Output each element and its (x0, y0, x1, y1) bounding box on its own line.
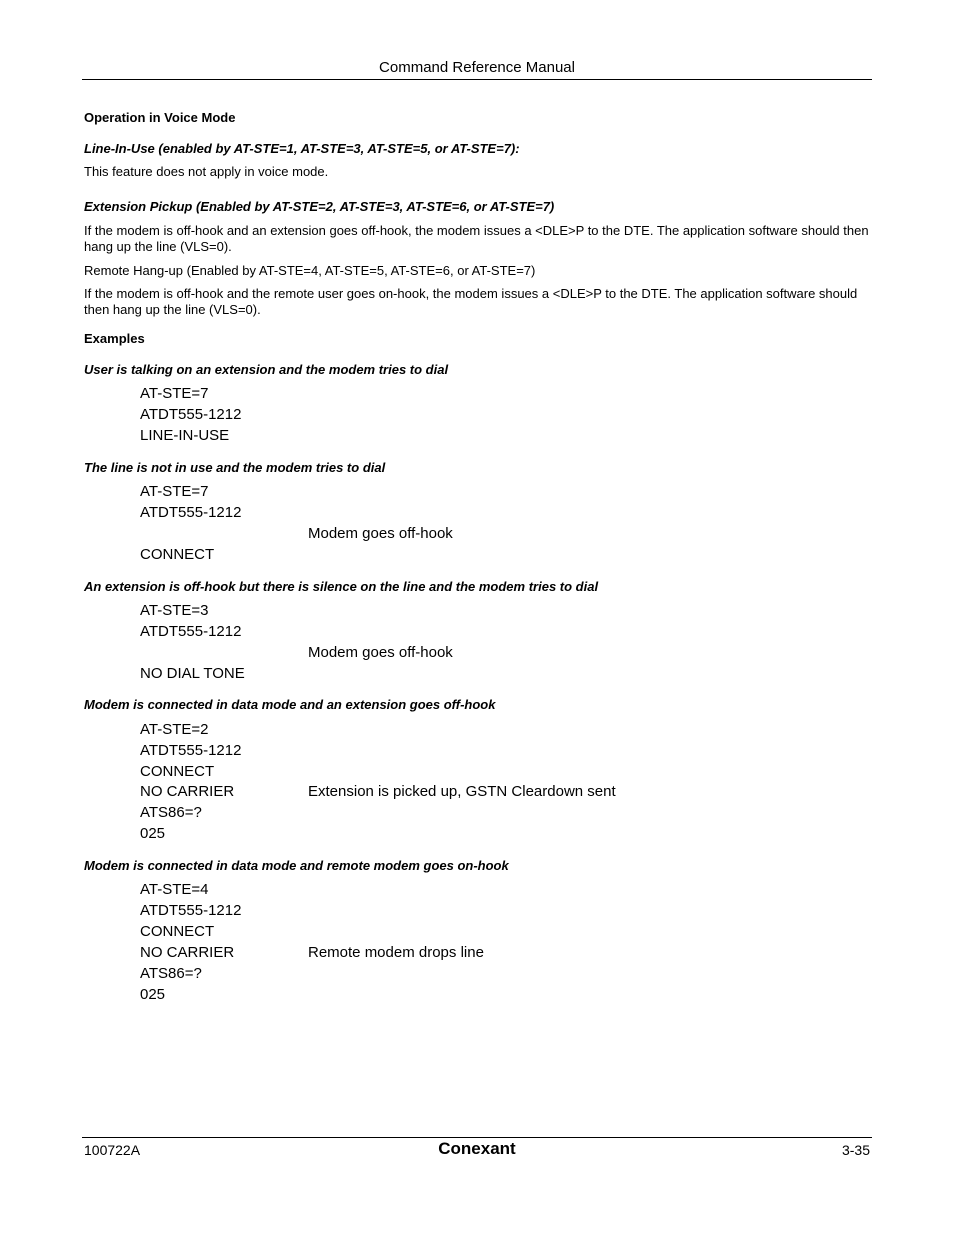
example-line: AT-STE=3 (140, 602, 209, 619)
example-line: LINE-IN-USE (140, 427, 230, 444)
example-line: 025 (140, 986, 166, 1003)
footer-rule (82, 1137, 872, 1138)
example-line: ATS86=? (140, 804, 202, 821)
remote-hangup-heading: Remote Hang-up (Enabled by AT-STE=4, AT-STE=5, AT-STE=6, or AT-STE=7) (84, 263, 536, 278)
examples-heading: Examples (84, 331, 145, 346)
line-in-use-text: This feature does not apply in voice mode. (84, 164, 329, 179)
example-title: Modem is connected in data mode and an extension goes off-hook (84, 697, 496, 712)
example-line: ATDT555-1212 (140, 406, 242, 423)
example-line: NO CARRIER (140, 783, 235, 800)
example-line: ATDT555-1212 (140, 623, 242, 640)
document-number: 100722A (84, 1142, 141, 1158)
section-heading: Operation in Voice Mode (84, 110, 236, 125)
example-line: ATDT555-1212 (140, 504, 242, 521)
example-line: 025 (140, 825, 166, 842)
example-line: ATS86=? (140, 965, 202, 982)
example-line: CONNECT (140, 763, 215, 780)
example-title: Modem is connected in data mode and remote modem goes on-hook (84, 858, 509, 873)
example-note: Remote modem drops line (308, 944, 484, 961)
page-number: 3-35 (841, 1142, 870, 1158)
example-line: CONNECT (140, 923, 215, 940)
example-line: NO CARRIER (140, 944, 235, 961)
extension-pickup-heading: Extension Pickup (Enabled by AT-STE=2, AT-STE=3, AT-STE=6, or AT-STE=7) (84, 199, 555, 214)
example-line: ATDT555-1212 (140, 902, 242, 919)
example-line: NO DIAL TONE (140, 665, 245, 682)
example-note: Modem goes off-hook (308, 525, 453, 542)
extension-pickup-text: If the modem is off-hook and an extension goes off-hook, the modem issues a <DLE>P to the DTE. The application software should then hang up the line (VLS=0). (84, 223, 869, 254)
remote-hangup-text: If the modem is off-hook and the remote user goes on-hook, the modem issues a <DLE>P to the DTE. The application software should then hang up the line (VLS=0). (84, 286, 858, 317)
header-rule (82, 79, 872, 80)
company-name: Conexant (438, 1139, 516, 1158)
example-line: AT-STE=7 (140, 483, 209, 500)
example-line: AT-STE=4 (140, 881, 209, 898)
example-line: AT-STE=2 (140, 721, 209, 738)
example-note: Modem goes off-hook (308, 644, 453, 661)
example-title: An extension is off-hook but there is silence on the line and the modem tries to dial (84, 579, 599, 594)
example-line: CONNECT (140, 546, 215, 563)
example-note: Extension is picked up, GSTN Cleardown sent (308, 783, 616, 800)
example-title: The line is not in use and the modem tries to dial (84, 460, 386, 475)
example-line: AT-STE=7 (140, 385, 209, 402)
example-title: User is talking on an extension and the modem tries to dial (84, 362, 449, 377)
page-header-title: Command Reference Manual (379, 59, 575, 76)
example-line: ATDT555-1212 (140, 742, 242, 759)
line-in-use-heading: Line-In-Use (enabled by AT-STE=1, AT-STE=3, AT-STE=5, or AT-STE=7): (84, 141, 520, 156)
